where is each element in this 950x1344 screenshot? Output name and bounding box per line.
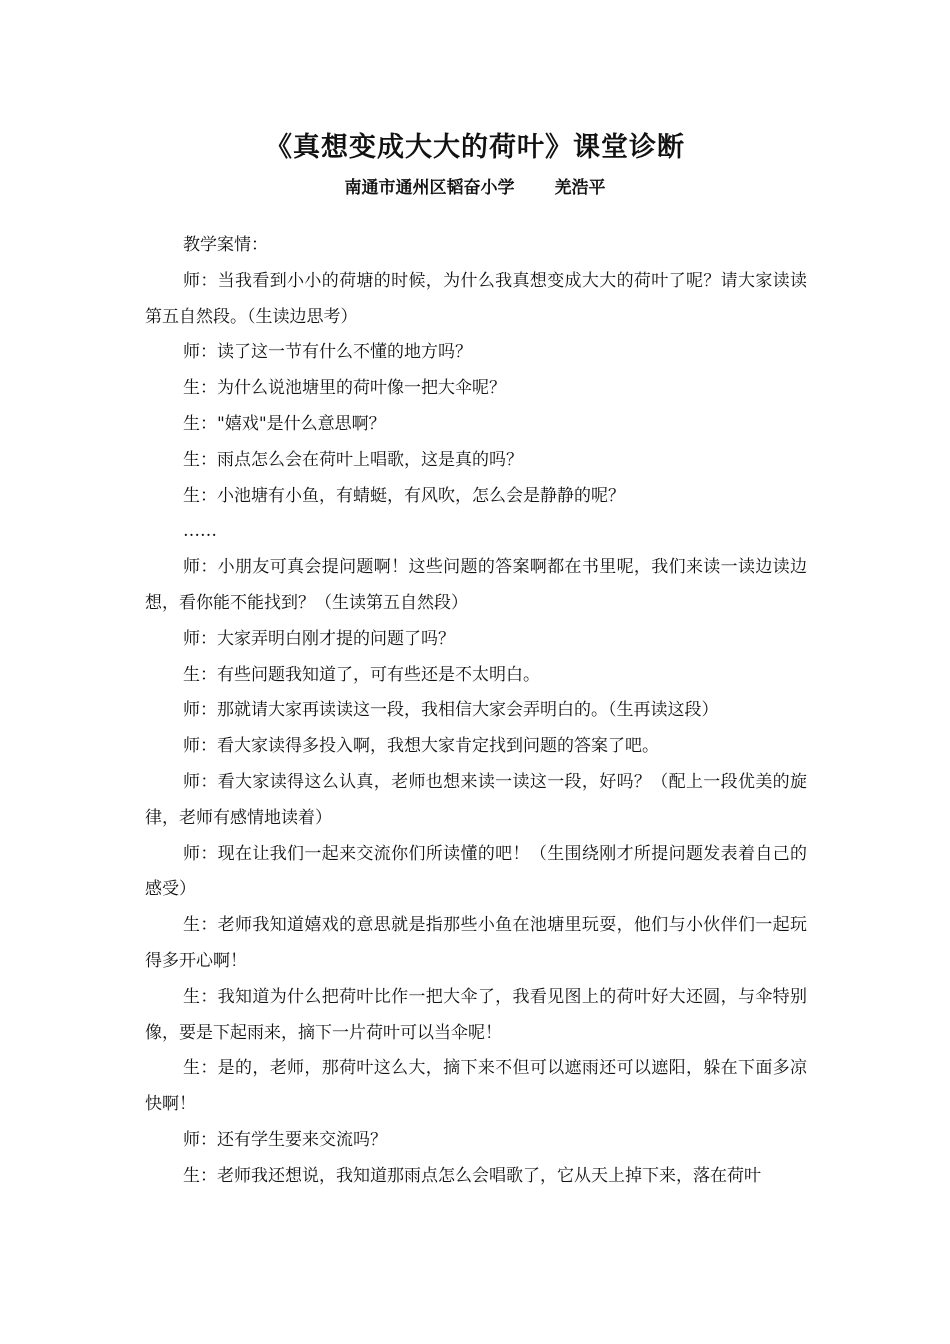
school-name: 南通市通州区韬奋小学 (344, 178, 515, 198)
paragraph: 生："嬉戏"是什么意思啊？ (183, 413, 386, 434)
paragraph: 教学案情： (183, 235, 268, 255)
paragraph: 师：看大家读得这么认真，老师也想来读一读这一段，好吗？（配上一段优美的旋律，老师有感情地读着） (145, 771, 807, 828)
paragraph: 生：老师我知道嬉戏的意思就是指那些小鱼在池塘里玩耍，他们与小伙伴们一起玩得多开心啊！ (145, 915, 807, 971)
paragraph: 生：小池塘有小鱼，有蜻蜓，有风吹，怎么会是静静的呢？ (183, 485, 625, 506)
paragraph: 师：还有学生要来交流吗？ (183, 1129, 387, 1150)
paragraph: 生：是的，老师，那荷叶这么大，摘下来不但可以遮雨还可以遮阳，躲在下面多凉快啊！ (145, 1058, 807, 1115)
paragraph: 师：当我看到小小的荷塘的时候，为什么我真想变成大大的荷叶了呢？请大家读读第五自然段。（生读边思考） (145, 270, 807, 327)
paragraph: 生：老师我还想说，我知道那雨点怎么会唱歌了，它从天上掉下来，落在荷叶 (183, 1165, 761, 1186)
paragraph: 生：为什么说池塘里的荷叶像一把大伞呢？ (183, 378, 506, 399)
paragraph: 生：我知道为什么把荷叶比作一把大伞了，我看见图上的荷叶好大还圆，与伞特别像，要是下起雨来，摘下一片荷叶可以当伞呢！ (145, 986, 807, 1043)
paragraph: 师：读了这一节有什么不懂的地方吗？ (183, 342, 472, 363)
document-title: 《真想变成大大的荷叶》课堂诊断 (265, 132, 685, 163)
document-byline (0, 174, 950, 202)
paragraph: 生：雨点怎么会在荷叶上唱歌，这是真的吗？ (183, 449, 523, 470)
paragraph: 师：小朋友可真会提问题啊！这些问题的答案啊都在书里呢，我们来读一读边读边想，看你能不能找到？（生读第五自然段） (145, 557, 807, 613)
author-name: 羌浩平 (554, 178, 606, 198)
document-body (145, 228, 807, 1195)
paragraph: 生：有些问题我知道了，可有些还是不太明白。 (183, 664, 540, 685)
paragraph: 师：大家弄明白刚才提的问题了吗？ (183, 628, 455, 649)
paragraph: 师：现在让我们一起来交流你们所读懂的吧！（生围绕刚才所提问题发表着自己的感受） (145, 843, 807, 900)
paragraph: …… (183, 521, 217, 542)
paragraph: 师：看大家读得多投入啊，我想大家肯定找到问题的答案了吧。 (183, 736, 659, 757)
paragraph: 师：那就请大家再读读这一段，我相信大家会弄明白的。（生再读这段） (183, 700, 719, 721)
